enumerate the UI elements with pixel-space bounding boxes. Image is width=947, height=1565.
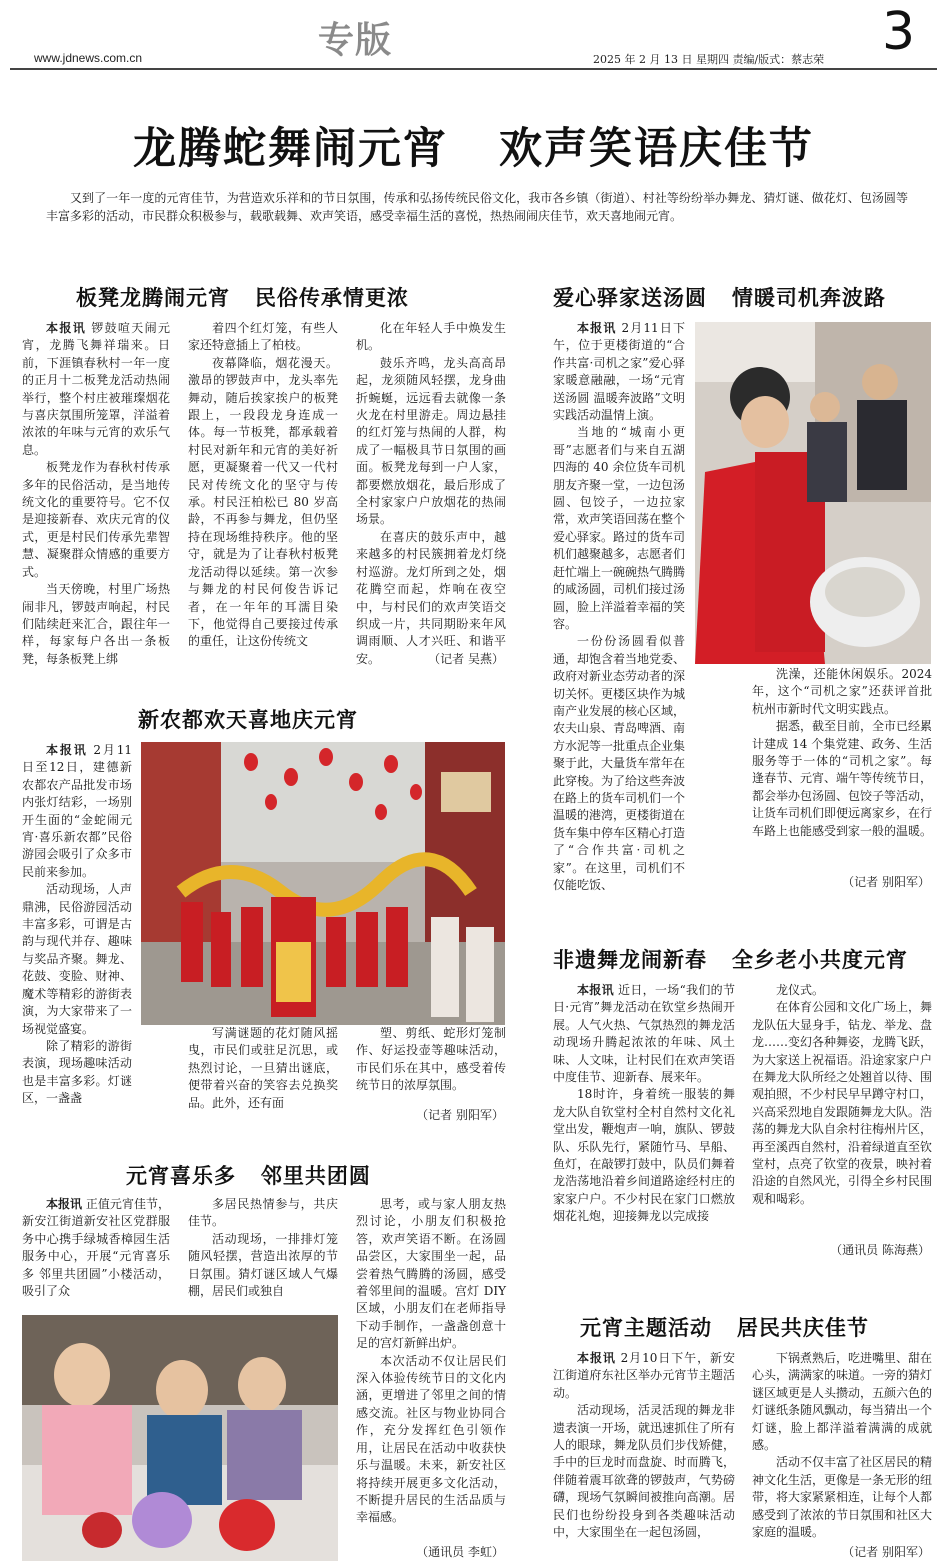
volunteers-tangyuan-photo: [695, 322, 931, 664]
lead-paragraph: 又到了一年一度的元宵佳节，为营造欢乐祥和的节日氛围，传承和弘扬传统民俗文化，我市各乡镇（街道）、村社等纷纷举办舞龙、猜灯谜、做花灯、包汤圆等丰富多彩的活动，市民群众积极参与，载歌载舞、欢声笑语，感受幸福生活的喜悦，热热闹闹庆佳节，欢天喜地闹元宵。: [46, 191, 908, 223]
article-xinnongdu-col2: 写满谜题的花灯随风摇曳，市民们或驻足沉思，或热烈讨论，一旦猜出谜底，便带着兴奋的笑容去兑换奖品。此外，还有面: [188, 1026, 338, 1110]
article-heritage-dragon-col1: 本报讯 近日，一场“我们的节日·元宵”舞龙活动在钦堂乡热闹开展。人气火热、气氛热烈的舞龙活动现场升腾起浓浓的年味、风土味、人文味，让村民们在欢声笑语中度佳节、迎新春、展来年。 18时许，身着统一服装的舞龙大队自钦堂村全村自然村文化礼堂出发，鞭炮声一响，旗队、锣鼓队、乐队先行，紧随竹马、旱船、鱼灯，在敲锣打鼓中，队员们舞着龙浩荡地沿着乡间道路途经村庄的家家户户。不少村民在家门口燃放烟花礼炮，迎接舞龙以完成接: [553, 983, 735, 1224]
article-bench-dragon-col2: 着四个红灯笼，有些人家还特意插上了柏枝。 夜幕降临，烟花漫天。激昂的锣鼓声中，龙头率先舞动，随后挨家挨户的板凳跟上，一段段龙身连成一体。每一节板凳，都承载着村民对新年和元宵的美好祈愿，更凝聚着一代又一代村民对传统文化的坚守与传承。村民汪柏松已 80 岁高龄，不再参与舞龙，但仍坚持在现场维持秩序。他的坚守，就是为了让春秋村板凳龙活动得以延续。第一次参与舞龙的村民何俊告诉记者，在一年年的耳濡目染下，他觉得自己要接过传承的重任，让这份传统文: [188, 321, 338, 649]
article-title-neighbors: 元宵喜乐多 邻里共团圆: [126, 1164, 371, 1188]
article-xinnongdu-col3: 塑、剪纸、蛇形灯笼制作、好运投壶等趣味活动，市民们乐在其中，感受着传统节日的浓厚氛围。: [356, 1026, 506, 1093]
article-title-bench-dragon: 板凳龙腾闹元宵 民俗传承情更浓: [76, 286, 409, 310]
byline-driver-home: （记者 别阳军）: [842, 875, 930, 889]
byline-community: （记者 别阳军）: [842, 1545, 930, 1559]
article-xinnongdu-col1a: 本报讯 2月11日至12日，建德新农都农产品批发市场内张灯结彩，一场别开生面的“金蛇闹元宵·喜乐新农都”民俗游园会吸引了众多市民前来参加。 活动现场，人声鼎沸，民俗游园活动丰富多彩，可谓是古韵与现代并存、趣味与奖品齐聚。舞龙、花鼓、变脸、财神、魔术等精彩的游街表演，为大家带来了一场视觉盛宴。 除了精彩的游街表演，现场趣味活动也是丰富多彩。灯谜区，一盏盏: [22, 743, 132, 1106]
site-url: www.jdnews.com.cn: [34, 51, 143, 65]
byline-neighbors: （通讯员 李虹）: [416, 1545, 504, 1559]
article-community-col1: 本报讯 2月10日下午，新安江街道府东社区举办元宵节主题活动。 活动现场，活灵活现的舞龙非遗表演一开场，就迅速抓住了所有人的眼球，舞龙队员们步伐矫健，手中的巨龙时而盘旋、时而腾飞，伴随着震耳欲聋的锣鼓声，气势磅礴，现场气氛瞬间被推向高潮。居民们也纷纷投身到各类趣味活动中，大家围坐在一起包汤圆，: [553, 1351, 735, 1540]
byline-xinnongdu: （记者 别阳军）: [416, 1108, 504, 1122]
article-bench-dragon-col3: 化在年轻人手中焕发生机。 鼓乐齐鸣，龙头高高昂起，龙须随风轻摆，龙身曲折蜿蜒，远远看去就像一条火龙在村里游走。周边悬挂的红灯笼与热闹的人群，构成了一幅极具节日氛围的画面。板凳龙每到一户人家，都要燃放烟花，最后形成了全村家家户户放烟花的热闹场景。 在喜庆的鼓乐声中，越来越多的村民簇拥着龙灯绕村巡游。龙灯所到之处，烟花腾空而起，炸响在夜空中，与村民们的欢声笑语交织成一片，共同期盼来年风调雨顺、人才兴旺、和谐平安。: [356, 321, 506, 666]
article-community-col2: 下锅煮熟后，吃进嘴里、甜在心头，满满家的味道。一旁的猜灯谜区域更是人头攒动，五颜六色的灯谜纸条随风飘动，每当猜出一个灯谜，脸上都洋溢着满满的成就感。 活动不仅丰富了社区居民的精神文化生活，更像是一条无形的纽带，将大家紧紧相连，让每个人都感受到了浓浓的节日氛围和社区大家庭的温暖。: [752, 1351, 933, 1540]
main-headline: 龙腾蛇舞闹元宵 欢声笑语庆佳节: [133, 124, 814, 174]
article-title-xinnongdu: 新农都欢天喜地庆元宵: [138, 708, 358, 732]
header-rule: [10, 68, 937, 70]
article-bench-dragon-col1: 本报讯 锣鼓喧天闹元宵，龙腾飞舞祥瑞来。日前，下涯镇春秋村一年一度的正月十二板凳龙活动热闹举行，整个村庄被璀璨烟花与喜庆氛围所笼罩，洋溢着浓浓的年味与元宵的欢乐气息。 板凳龙作为春秋村传承多年的民俗活动，是当地传统文化的重要符号。它不仅是迎接新春、欢庆元宵的仪式，更是村民们传承先辈智慧、凝聚群众情感的重要方式。 当天傍晚，村里广场热闹非凡，锣鼓声响起，村民们陆续赶来汇合，跟往年一样，每家每户各出一条板凳，每条板凳上绑: [22, 321, 170, 666]
article-neighbors-col1: 本报讯 正值元宵佳节，新安江街道新安社区党群服务中心携手绿城香樟园生活服务中心，开展“元宵喜乐多 邻里共团圆”小楼活动，吸引了众: [22, 1197, 170, 1299]
article-driver-home-col1: 本报讯 2月11日下午，位于更楼街道的“合作共富·司机之家”爱心驿家暖意融融，一场“元宵送汤圆 温暖奔波路”文明实践活动温情上演。 当地的“城南小更哥”志愿者们与来自五湖四海的 40 余位货车司机朋友齐聚一堂，一边包汤圆、包饺子，一边拉家常，欢声笑语回荡在整个爱心驿家。路过的货车司机们越聚越多，志愿者们赶忙端上一碗碗热气腾腾的咸汤圆，司机们接过汤圆，脸上洋溢着幸福的笑容。 一份份汤圆看似普通，却饱含着当地党委、政府对新业态劳动者的深切关怀。更楼区块作为城南产业发展的核心区域，农夫山泉、青岛啤酒、南方水泥等一批重点企业集聚于此，大量货车常年在此穿梭。为了给这些奔波在路上的货车司机们一个温暖的港湾，更楼街道在货车集中停车区精心打造了“合作共富·司机之家”。在这里，司机们不仅能吃饭、: [553, 321, 686, 892]
byline-heritage-dragon: （通讯员 陈海燕）: [830, 1243, 930, 1257]
lantern-diy-photo: [22, 1315, 338, 1561]
article-neighbors-col3: 思考，或与家人朋友热烈讨论，小朋友们积极抢答，欢声笑语不断。在汤圆品尝区，大家围坐一起，品尝着热气腾腾的汤圆，感受着邻里间的温暖。宫灯 DIY 区域，小朋友们在老师指导下动手制作，一盏盏创意十足的宫灯新鲜出炉。 本次活动不仅让居民们深入体验传统节日的文化内涵，更增进了邻里之间的情感交流。社区与物业协同合作，充分发挥红色引领作用，让居民在活动中收获快乐与温暖。未来，新安社区将持续开展更多文化活动，不断提升居民的生活品质与幸福感。: [356, 1197, 506, 1525]
page-number: 3: [882, 2, 916, 62]
section-title: 专版: [318, 20, 393, 61]
dragon-parade-photo: [141, 742, 505, 1025]
article-title-community: 元宵主题活动 居民共庆佳节: [580, 1316, 869, 1340]
byline-bench-dragon: （记者 吴燕）: [428, 652, 504, 666]
dateline: 2025 年 2 月 13 日 星期四 责编/版式：蔡志荣: [593, 53, 825, 66]
article-neighbors-col2: 多居民热情参与，共庆佳节。 活动现场，一排排灯笼随风轻摆，营造出浓厚的节日氛围。猜灯谜区域人气爆棚，居民们或独自: [188, 1197, 338, 1299]
article-heritage-dragon-col2: 龙仪式。 在体育公园和文化广场上，舞龙队伍大显身手，钻龙、举龙、盘龙……变幻各种舞姿，龙腾飞跃，为大家送上祝福语。沿途家家户户在舞龙大队所经之处翘首以待、围观拍照，不少村民早早蹲守村口，兴高采烈地自发跟随舞龙大队。浩荡的舞龙大队自余村往梅州片区，再至溪西自然村，沿着绿道直至钦堂村，点亮了钦堂的夜景，映衬着沿途的自然风光，引得全乡村民围观和喝彩。: [752, 983, 933, 1206]
article-title-heritage-dragon: 非遗舞龙闹新春 全乡老小共度元宵: [553, 948, 908, 972]
article-driver-home-col2: 洗澡，还能休闲娱乐。2024年，这个“司机之家”还获评首批杭州市新时代文明实践点。 据悉，截至目前，全市已经累计建成 14 个集党建、政务、生活服务等于一体的“司机之家”。每逢春节、元宵、端午等传统节日，都会举办包汤圆、包饺子等活动，让货车司机们即便远离家乡，在行车路上也能感受到家一般的温暖。: [752, 667, 933, 838]
article-title-driver-home: 爱心驿家送汤圆 情暖司机奔波路: [553, 286, 886, 310]
